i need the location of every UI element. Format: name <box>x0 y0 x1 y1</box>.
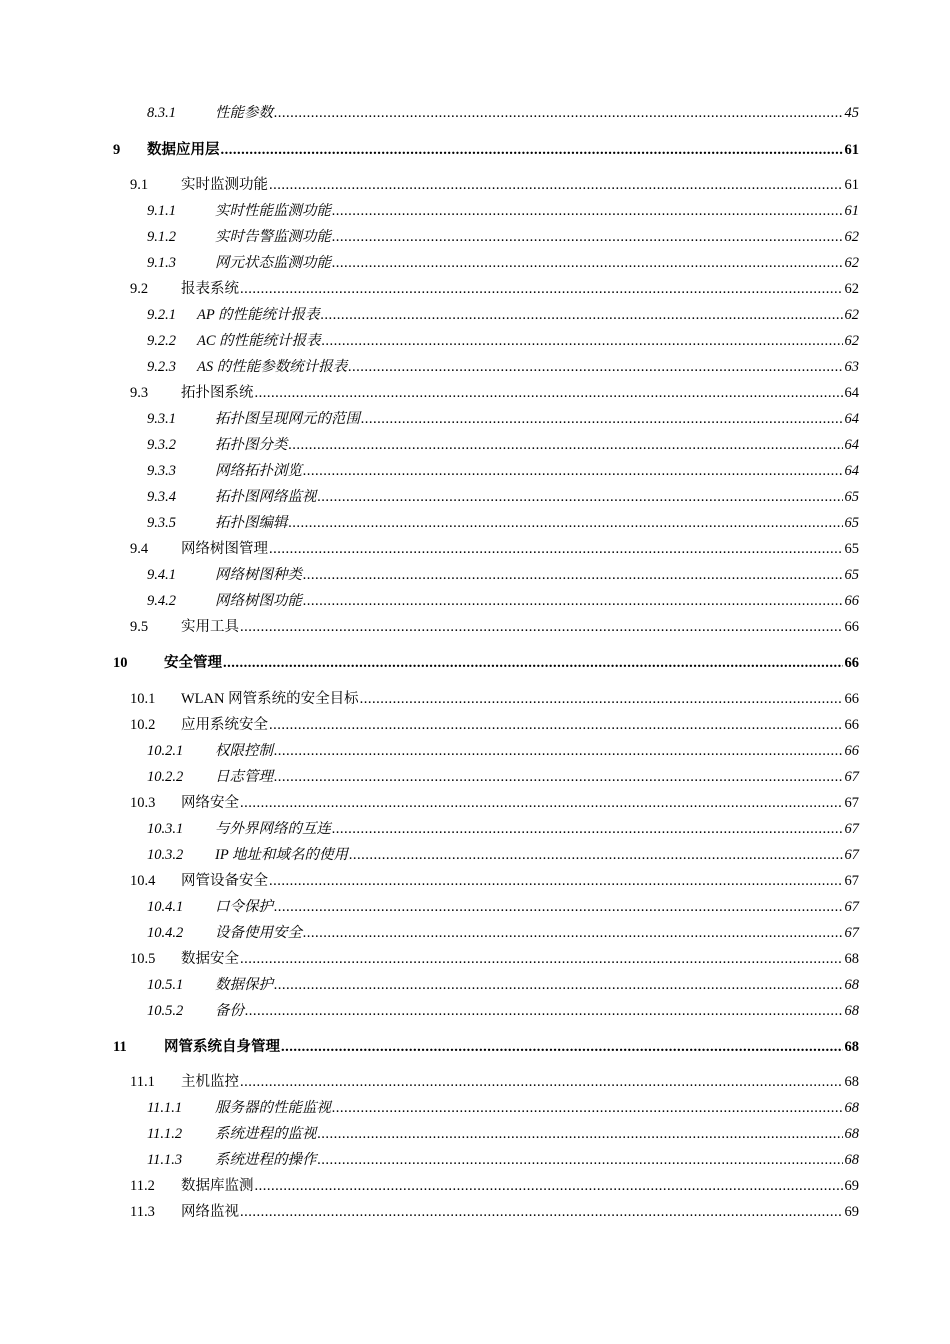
toc-entry-title: 实用工具 <box>181 619 239 635</box>
toc-entry-title: 网络树图功能 <box>215 593 302 609</box>
toc-entry-number: 9.3.2 <box>147 437 176 453</box>
toc-entry-page: 67 <box>844 847 859 863</box>
toc-entry-title: 网络监视 <box>181 1204 239 1220</box>
toc-entry-title: 备份 <box>215 1003 244 1019</box>
toc-entry-number: 9.2.2 <box>147 333 176 349</box>
toc-entry-title: 网管系统自身管理 <box>164 1039 280 1055</box>
toc-entry-number: 9.3.4 <box>147 489 176 505</box>
toc-entry[interactable] <box>0 356 950 378</box>
dot-leader <box>321 304 843 326</box>
dot-leader <box>349 844 842 866</box>
toc-entry-number: 11.1 <box>130 1074 155 1090</box>
toc-entry-number: 10.2.2 <box>147 769 184 785</box>
toc-entry-number: 9.5 <box>130 619 149 635</box>
toc-entry[interactable] <box>0 590 950 612</box>
toc-entry-title: 网管设备安全 <box>181 873 268 889</box>
dot-leader <box>240 948 843 970</box>
toc-entry[interactable] <box>0 304 950 326</box>
toc-entry-page: 65 <box>844 489 859 505</box>
dot-leader <box>240 616 843 638</box>
toc-entry-title: 数据安全 <box>181 951 239 967</box>
dot-leader <box>361 408 843 430</box>
toc-entry-number: 9.1.2 <box>147 229 176 245</box>
toc-entry[interactable] <box>0 1175 950 1197</box>
toc-entry-number: 9.2.1 <box>147 307 176 323</box>
toc-entry-page: 68 <box>844 1003 859 1019</box>
toc-entry-title: 数据保护 <box>215 977 273 993</box>
toc-entry-number: 11.1.3 <box>147 1152 183 1168</box>
dot-leader <box>240 792 843 814</box>
toc-entry-page: 66 <box>844 691 859 707</box>
toc-entry[interactable] <box>0 740 950 762</box>
toc-entry-number: 10.3 <box>130 795 156 811</box>
toc-entry[interactable] <box>0 766 950 788</box>
toc-entry-number: 9 <box>113 142 121 158</box>
toc-entry-page: 62 <box>844 229 859 245</box>
toc-entry[interactable] <box>0 844 950 866</box>
toc-entry[interactable] <box>0 382 950 404</box>
dot-leader <box>240 278 843 300</box>
dot-leader <box>274 896 843 918</box>
dot-leader <box>245 1000 843 1022</box>
dot-leader <box>289 512 843 534</box>
toc-entry-title: 网元状态监测功能 <box>215 255 331 271</box>
toc-entry[interactable] <box>0 1097 950 1119</box>
toc-entry-title: AS 的性能参数统计报表 <box>197 359 348 375</box>
toc-entry-page: 67 <box>844 821 859 837</box>
toc-entry-number: 9.3.1 <box>147 411 176 427</box>
dot-leader <box>318 1123 843 1145</box>
toc-entry-page: 61 <box>844 203 859 219</box>
toc-entry-title: 主机监控 <box>181 1074 239 1090</box>
toc-entry[interactable] <box>0 688 950 710</box>
toc-entry[interactable] <box>0 330 950 352</box>
dot-leader <box>303 460 843 482</box>
toc-entry-page: 68 <box>844 1126 859 1142</box>
toc-entry[interactable] <box>0 564 950 586</box>
dot-leader <box>289 434 843 456</box>
toc-entry-page: 68 <box>844 1100 859 1116</box>
toc-entry-title: 拓扑图系统 <box>181 385 254 401</box>
toc-entry-page: 64 <box>844 463 859 479</box>
dot-leader <box>269 714 843 736</box>
dot-leader <box>274 102 843 124</box>
dot-leader <box>269 538 843 560</box>
toc-entry-page: 68 <box>844 1039 859 1055</box>
toc-entry-page: 62 <box>844 333 859 349</box>
dot-leader <box>332 818 843 840</box>
toc-entry-title: IP 地址和域名的使用 <box>215 847 349 863</box>
toc-entry[interactable] <box>0 174 950 196</box>
toc-entry-page: 65 <box>844 515 859 531</box>
toc-entry-title: 口令保护 <box>215 899 273 915</box>
toc-entry-title: 网络树图种类 <box>215 567 302 583</box>
toc-entry-number: 8.3.1 <box>147 105 176 121</box>
dot-leader <box>274 974 843 996</box>
toc-entry-page: 64 <box>844 437 859 453</box>
toc-entry-number: 11.3 <box>130 1204 155 1220</box>
toc-entry[interactable] <box>0 616 950 638</box>
toc-entry-title: 系统进程的监视 <box>215 1126 317 1142</box>
toc-entry[interactable] <box>0 139 950 161</box>
dot-leader <box>303 922 843 944</box>
toc-entry-page: 67 <box>844 795 859 811</box>
toc-entry-title: WLAN 网管系统的安全目标 <box>181 691 359 707</box>
toc-entry-number: 9.4.2 <box>147 593 176 609</box>
toc-entry-page: 61 <box>844 142 859 158</box>
toc-entry-number: 9.2 <box>130 281 149 297</box>
toc-entry-page: 67 <box>844 769 859 785</box>
toc-entry-title: 实时监测功能 <box>181 177 268 193</box>
toc-entry-number: 10.2.1 <box>147 743 184 759</box>
toc-entry-number: 11.2 <box>130 1178 155 1194</box>
toc-entry-number: 9.3 <box>130 385 149 401</box>
toc-entry[interactable] <box>0 1149 950 1171</box>
toc-entry-title: 网络安全 <box>181 795 239 811</box>
toc-entry[interactable] <box>0 460 950 482</box>
toc-entry-title: 实时性能监测功能 <box>215 203 331 219</box>
toc-entry-page: 63 <box>844 359 859 375</box>
toc-entry-title: 系统进程的操作 <box>215 1152 317 1168</box>
dot-leader <box>332 226 843 248</box>
toc-entry-title: 日志管理 <box>215 769 273 785</box>
toc-entry-number: 10.4.2 <box>147 925 184 941</box>
dot-leader <box>332 252 843 274</box>
toc-entry[interactable] <box>0 408 950 430</box>
toc-entry-number: 11 <box>113 1039 127 1055</box>
dot-leader <box>318 486 843 508</box>
toc-entry[interactable] <box>0 200 950 222</box>
toc-entry[interactable] <box>0 1036 950 1058</box>
dot-leader <box>255 1175 843 1197</box>
toc-entry-title: 网络树图管理 <box>181 541 268 557</box>
toc-entry[interactable] <box>0 538 950 560</box>
toc-entry-page: 68 <box>844 1074 859 1090</box>
toc-entry-number: 9.4 <box>130 541 149 557</box>
toc-entry-title: 应用系统安全 <box>181 717 268 733</box>
toc-entry-number: 10.3.2 <box>147 847 184 863</box>
toc-entry-number: 9.3.3 <box>147 463 176 479</box>
toc-entry-page: 66 <box>844 743 859 759</box>
toc-entry-title: 数据库监测 <box>181 1178 254 1194</box>
dot-leader <box>322 330 843 352</box>
toc-entry-page: 62 <box>844 255 859 271</box>
dot-leader <box>303 590 843 612</box>
dot-leader <box>240 1071 843 1093</box>
toc-entry-page: 69 <box>844 1204 859 1220</box>
toc-entry-page: 62 <box>844 307 859 323</box>
toc-entry-page: 68 <box>844 951 859 967</box>
toc-entry-number: 10.3.1 <box>147 821 184 837</box>
toc-entry[interactable] <box>0 512 950 534</box>
dot-leader <box>240 1201 843 1223</box>
toc-entry-page: 68 <box>844 1152 859 1168</box>
toc-entry-number: 10.2 <box>130 717 156 733</box>
dot-leader <box>303 564 843 586</box>
toc-entry[interactable] <box>0 792 950 814</box>
toc-entry-title: 拓扑图编辑 <box>215 515 288 531</box>
toc-entry-number: 10.4.1 <box>147 899 184 915</box>
toc-entry[interactable] <box>0 652 950 674</box>
toc-entry-page: 65 <box>844 541 859 557</box>
toc-entry-page: 68 <box>844 977 859 993</box>
toc-entry[interactable] <box>0 226 950 248</box>
dot-leader <box>348 356 842 378</box>
toc-entry[interactable] <box>0 922 950 944</box>
toc-entry-number: 9.3.5 <box>147 515 176 531</box>
toc-entry-number: 10.5 <box>130 951 156 967</box>
toc-entry-title: 实时告警监测功能 <box>215 229 331 245</box>
toc-entry[interactable] <box>0 102 950 124</box>
toc-entry-number: 10.1 <box>130 691 156 707</box>
toc-entry-title: 拓扑图网络监视 <box>215 489 317 505</box>
dot-leader <box>281 1036 843 1058</box>
toc-entry[interactable] <box>0 434 950 456</box>
toc-entry[interactable] <box>0 818 950 840</box>
toc-entry-title: 数据应用层 <box>147 142 220 158</box>
toc-entry-page: 61 <box>844 177 859 193</box>
dot-leader <box>274 766 843 788</box>
toc-entry[interactable] <box>0 974 950 996</box>
toc-entry[interactable] <box>0 252 950 274</box>
dot-leader <box>360 688 843 710</box>
toc-entry-number: 11.1.2 <box>147 1126 183 1142</box>
toc-entry-number: 9.4.1 <box>147 567 176 583</box>
dot-leader <box>318 1149 843 1171</box>
toc-entry-number: 9.1 <box>130 177 149 193</box>
toc-entry[interactable] <box>0 278 950 300</box>
dot-leader <box>332 200 843 222</box>
dot-leader <box>223 652 843 674</box>
toc-entry[interactable] <box>0 896 950 918</box>
dot-leader <box>269 870 843 892</box>
toc-entry-page: 66 <box>844 593 859 609</box>
toc-entry-number: 9.1.1 <box>147 203 176 219</box>
toc-entry-title: 服务器的性能监视 <box>215 1100 331 1116</box>
toc-entry[interactable] <box>0 1000 950 1022</box>
toc-entry-number: 9.1.3 <box>147 255 176 271</box>
toc-entry-title: 报表系统 <box>181 281 239 297</box>
toc-entry-page: 69 <box>844 1178 859 1194</box>
toc-entry-number: 10.4 <box>130 873 156 889</box>
toc-entry-title: AP 的性能统计报表 <box>197 307 320 323</box>
toc-entry[interactable] <box>0 1123 950 1145</box>
toc-entry-title: 设备使用安全 <box>215 925 302 941</box>
toc-entry-page: 66 <box>844 619 859 635</box>
toc-entry-number: 10 <box>113 655 128 671</box>
dot-leader <box>221 139 843 161</box>
toc-entry-title: 与外界网络的互连 <box>215 821 331 837</box>
toc-entry[interactable] <box>0 1071 950 1093</box>
toc-entry-page: 67 <box>844 873 859 889</box>
dot-leader <box>332 1097 843 1119</box>
toc-entry-title: 安全管理 <box>164 655 222 671</box>
toc-entry-title: AC 的性能统计报表 <box>197 333 321 349</box>
toc-entry-number: 9.2.3 <box>147 359 176 375</box>
toc-entry[interactable] <box>0 1201 950 1223</box>
dot-leader <box>255 382 843 404</box>
toc-entry-title: 权限控制 <box>215 743 273 759</box>
toc-entry-page: 66 <box>844 655 859 671</box>
toc-entry-page: 67 <box>844 899 859 915</box>
toc-entry[interactable] <box>0 948 950 970</box>
toc-entry-title: 性能参数 <box>215 105 273 121</box>
dot-leader <box>269 174 843 196</box>
toc-entry-page: 67 <box>844 925 859 941</box>
toc-entry-page: 66 <box>844 717 859 733</box>
toc-entry-number: 11.1.1 <box>147 1100 183 1116</box>
toc-entry-page: 65 <box>844 567 859 583</box>
toc-entry[interactable] <box>0 870 950 892</box>
toc-entry-page: 62 <box>844 281 859 297</box>
toc-entry-page: 45 <box>844 105 859 121</box>
dot-leader <box>274 740 843 762</box>
toc-entry-title: 拓扑图呈现网元的范围 <box>215 411 360 427</box>
toc-entry-number: 10.5.1 <box>147 977 184 993</box>
toc-entry-page: 64 <box>844 411 859 427</box>
toc-entry[interactable] <box>0 714 950 736</box>
toc-entry-page: 64 <box>844 385 859 401</box>
toc-entry-title: 拓扑图分类 <box>215 437 288 453</box>
toc-entry-number: 10.5.2 <box>147 1003 184 1019</box>
toc-entry[interactable] <box>0 486 950 508</box>
toc-entry-title: 网络拓扑浏览 <box>215 463 302 479</box>
